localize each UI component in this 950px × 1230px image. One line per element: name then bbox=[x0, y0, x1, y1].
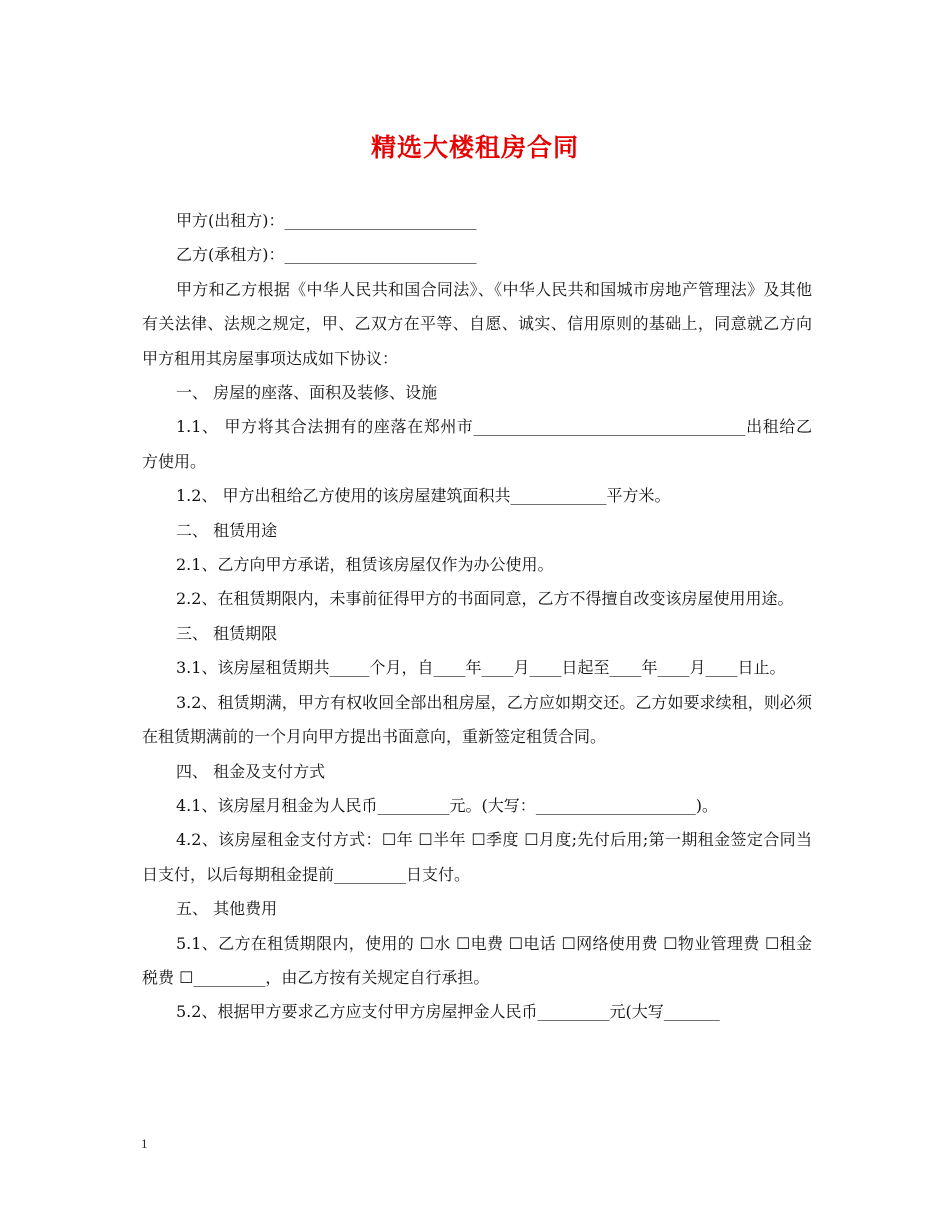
clause-4-1: 4.1、该房屋月租金为人民币_________元。(大写：____________________)。 bbox=[176, 795, 718, 815]
clause-1-2: 1.2、 甲方出租给乙方使用的该房屋建筑面积共____________平方米。 bbox=[176, 486, 671, 506]
party-b-line: 乙方(承租方)：________________________ bbox=[176, 245, 477, 265]
contract-body bbox=[142, 204, 812, 1030]
clause-4-2: 4.2、该房屋租金支付方式：☐年 ☐半年 ☐季度 ☐月度;先付后用;第一期租金签定合同当日支付，以后每期租金提前_________日支付。 bbox=[142, 830, 812, 884]
section-heading-5: 五、 其他费用 bbox=[176, 899, 278, 919]
clause-2-1: 2.1、乙方向甲方承诺，租赁该房屋仅作为办公使用。 bbox=[176, 555, 554, 575]
clause-5-2: 5.2、根据甲方要求乙方应支付甲方房屋押金人民币_________元(大写_______ bbox=[176, 1002, 720, 1022]
preamble-paragraph: 甲方和乙方根据《中华人民共和国合同法》、《中华人民共和国城市房地产管理法》及其他有关法律、法规之规定，甲、乙双方在平等、自愿、诚实、信用原则的基础上，同意就乙方向甲方租用其房屋事项达成如下协议： bbox=[142, 279, 812, 368]
section-heading-1: 一、 房屋的座落、面积及装修、设施 bbox=[176, 383, 438, 403]
clause-3-2: 3.2、租赁期满，甲方有权收回全部出租房屋，乙方应如期交还。乙方如要求续租，则必须在租赁期满前的一个月向甲方提出书面意向，重新签定租赁合同。 bbox=[142, 692, 812, 747]
clause-5-1: 5.1、乙方在租赁期限内，使用的 ☐水 ☐电费 ☐电话 ☐网络使用费 ☐物业管理费 ☐租金税费 ☐_________，由乙方按有关规定自行承担。 bbox=[142, 933, 812, 987]
page-number: 1 bbox=[141, 1136, 148, 1151]
document-title: 精选大楼租房合同 bbox=[370, 133, 579, 162]
clause-1-1: 1.1、 甲方将其合法拥有的座落在郑州市__________________________________出租给乙方使用。 bbox=[142, 417, 812, 471]
clause-2-2: 2.2、在租赁期限内，未事前征得甲方的书面同意，乙方不得擅自改变该房屋使用用途。 bbox=[176, 589, 794, 609]
clause-3-1: 3.1、该房屋租赁期共_____个月，自____年____月____日起至____年____月____日止。 bbox=[176, 658, 786, 678]
party-a-line: 甲方(出租方)：________________________ bbox=[176, 211, 477, 230]
section-heading-2: 二、 租赁用途 bbox=[176, 520, 278, 540]
section-heading-3: 三、 租赁期限 bbox=[176, 623, 278, 643]
section-heading-4: 四、 租金及支付方式 bbox=[176, 761, 326, 781]
